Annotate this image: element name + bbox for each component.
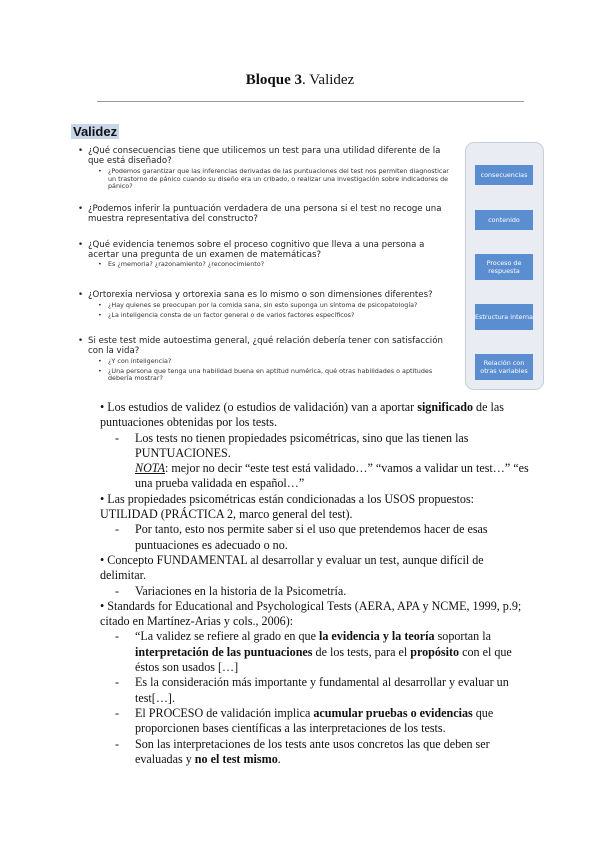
bold-span: acumular pruebas o evidencias [313,705,473,720]
text-span: de los tests, para el [312,644,411,659]
dash-item: - Los tests no tienen propiedades psicométricas, sino que las tienen las PUNTUACIONES. [100,431,530,462]
text-span: El PROCESO de validación implica [135,705,314,720]
header-bold: Bloque 3 [245,72,303,88]
dash-item: - Variaciones en la historia de la Psicometría. [100,584,530,599]
question-sub: • ¿Hay quienes se preocupan por la comida sana, sin esto suponga un síntoma de psicopatología? [76,302,458,310]
nota-label: NOTA [135,461,166,476]
slide-title: Validez [73,124,118,139]
text-span: soportan la [434,629,491,644]
slide-question-2 [76,204,458,224]
slide-image [68,118,548,390]
bold-span: propósito [410,644,460,659]
text-span: . [277,751,281,766]
question-sub: • ¿Y con inteligencia? [76,358,458,366]
question-sub: • ¿La inteligencia consta de un factor general o de varios factores específicos? [76,312,458,320]
text-span: Son las interpretaciones de los tests ante usos concretos las que deben ser evaluadas y [135,736,490,766]
side-box-estructura-interna: Estructura interna [475,304,533,330]
paragraph-usos: • Las propiedades psicométricas están condicionadas a los USOS propuestos: UTILIDAD (PRÁCTICA 2, marco general del test). [100,491,475,522]
nota-line [100,461,530,492]
quote-item-4 [100,737,530,768]
question-text: • ¿Ortorexia nerviosa y ortorexia sana es lo mismo o son dimensiones diferentes? [76,290,458,300]
question-text: • Si este test mide autoestima general, ¿qué relación debería tener con satisfacción con la vida? [76,336,458,356]
quote-item-2: - Es la consideración más importante y fundamental al desarrollar y evaluar un test[…]. [100,675,530,706]
text-span: que proporcionen bases científicas a las interpretaciones de los tests. [135,705,494,736]
text-span: de las puntuaciones obtenidas por los tests. [100,400,504,430]
question-text: • ¿Qué evidencia tenemos sobre el proceso cognitivo que lleva a una persona a acertar una pregunta de un examen de matemáticas? [76,240,458,260]
side-box-proceso-respuesta: Proceso de respuesta [475,254,533,280]
text-span: : mejor no decir “este test está validado…” “vamos a validar un test…” “es una prueba validada en español…” [135,461,529,491]
bold-span: la evidencia y la teoría [319,629,435,644]
side-box-contenido: contenido [475,210,533,230]
slide-question-1 [76,146,458,191]
paragraph-concepto: • Concepto FUNDAMENTAL al desarrollar y evaluar un test, aunque difícil de delimitar. [100,552,484,583]
text-span: • Los estudios de validez (o estudios de validación) van a aportar [100,400,418,414]
header-rest: . Validez [302,72,355,88]
question-text: • ¿Qué consecuencias tiene que utilicemos un test para una utilidad diferente de la que está diseñado? [76,146,458,166]
question-sub: • ¿Una persona que tenga una habilidad buena en aptitud numérica, qué otras habilidades o aptitudes debería mostrar? [76,368,458,383]
text-span: con el que éstos son usados […] [135,644,512,675]
slide-question-5 [76,336,458,383]
side-box-consecuencias: consecuencias [475,165,533,185]
page-header [0,72,600,89]
side-box-relacion-variables: Relación con otras variables [475,354,533,380]
slide-question-4 [76,290,458,319]
body-text [100,400,530,767]
quote-item-3 [100,706,530,737]
bold-span: no el test mismo [194,751,278,766]
validity-sources-panel [465,142,544,390]
paragraph-standards: • Standards for Educational and Psychological Tests (AERA, APA y NCME, 1999, p.9; citado en Martínez-Arias y cols., 2006): [100,598,522,629]
quote-item-1 [100,629,530,675]
question-text: • ¿Podemos inferir la puntuación verdadera de una persona si el test no recoge una muestra representativa del constructo? [76,204,458,224]
slide-question-3 [76,240,458,269]
dash-item: - Por tanto, esto nos permite saber si el uso que pretendemos hacer de esas puntuaciones es adecuado o no. [100,522,530,553]
bold-span: interpretación de las puntuaciones [135,644,313,659]
paragraph-significado [100,400,530,431]
question-sub: • Es ¿memoria? ¿razonamiento? ¿reconocimiento? [76,261,458,269]
bold-span: significado [417,400,474,414]
question-sub: • ¿Podemos garantizar que las inferencias derivadas de las puntuaciones del test nos permiten diagnosticar un trastorno de pánico cuando su diseño era un cribado, o realizar una investigación sobre indicadores de pánico? [76,168,458,191]
text-span: “La validez se refiere al grado en que [135,629,319,644]
header-rule [97,101,524,102]
